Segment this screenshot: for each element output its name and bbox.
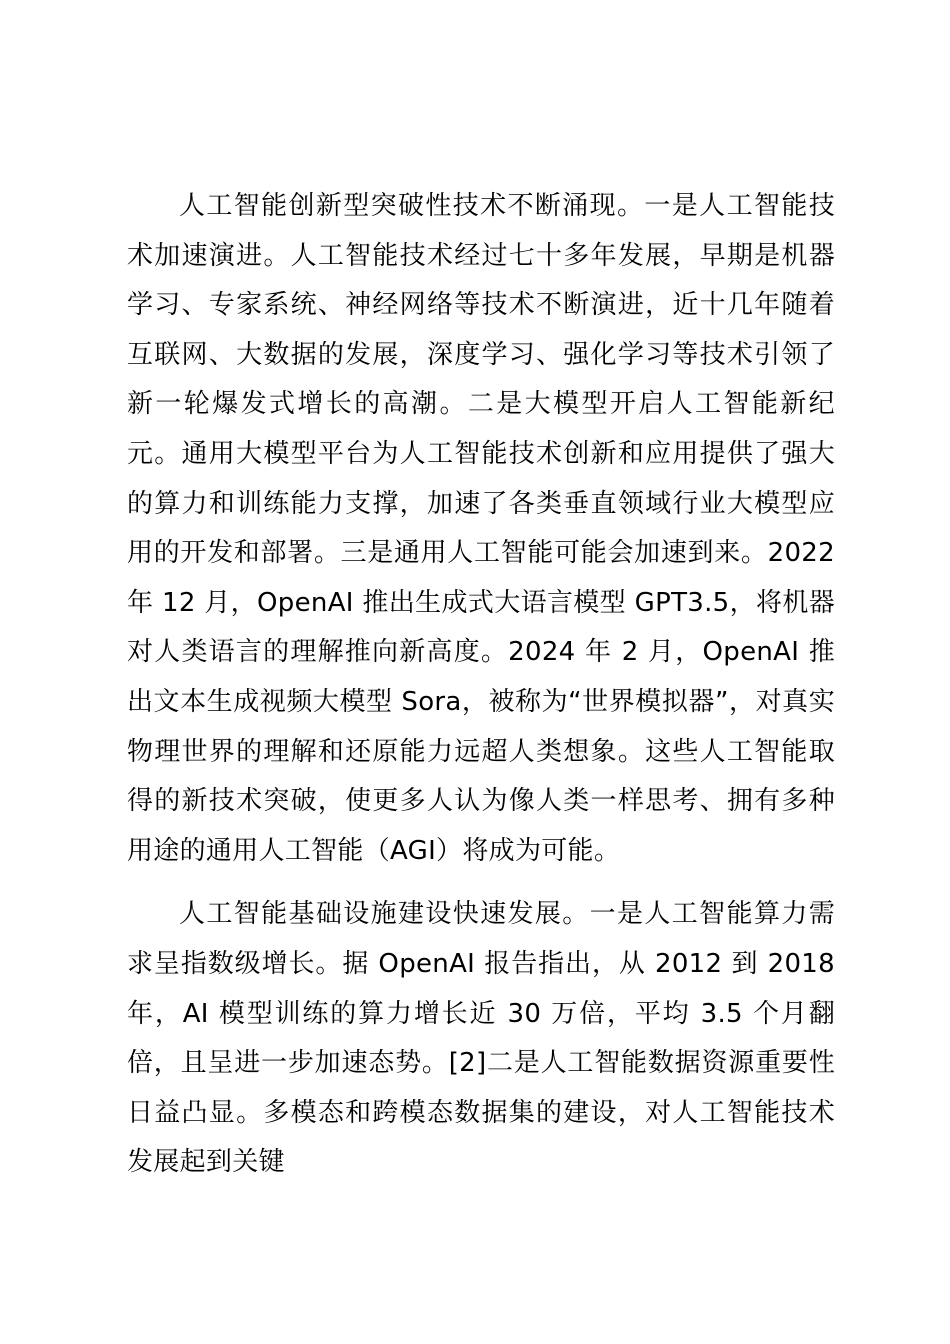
paragraph-ai-infrastructure: 人工智能基础设施建设快速发展。一是人工智能算力需求呈指数级增长。据 OpenAI 报告指出，从 2012 到 2018 年，AI 模型训练的算力增长近 30 万倍，平均 3.5 个月翻倍，且呈进一步加速态势。[2]二是人工智能数据资源重要性日益凸显。多模态和跨模态数据集的建设，对人工智能技术发展起到关键 [127, 899, 835, 1178]
paragraph-ai-breakthroughs: 人工智能创新型突破性技术不断涌现。一是人工智能技术加速演进。人工智能技术经过七十多年发展，早期是机器学习、专家系统、神经网络等技术不断演进，近十几年随着互联网、大数据的发展，深度学习、强化学习等技术引领了新一轮爆发式增长的高潮。二是大模型开启人工智能新纪元。通用大模型平台为人工智能技术创新和应用提供了强大的算力和训练能力支撑，加速了各类垂直领域行业大模型应用的开发和部署。三是通用人工智能可能会加速到来。2022 年 12 月，OpenAI 推出生成式大语言模型 GPT3.5，将机器对人类语言的理解推向新高度。2024 年 2 月，OpenAI 推出文本生成视频大模型 Sora，被称为“世界模拟器”，对真实物理世界的理解和还原能力远超人类想象。这些人工智能取得的新技术突破，使更多人认为像人类一样思考、拥有多种用途的通用人工智能（AGI）将成为可能。 [127, 191, 835, 866]
document-body [127, 182, 835, 1188]
